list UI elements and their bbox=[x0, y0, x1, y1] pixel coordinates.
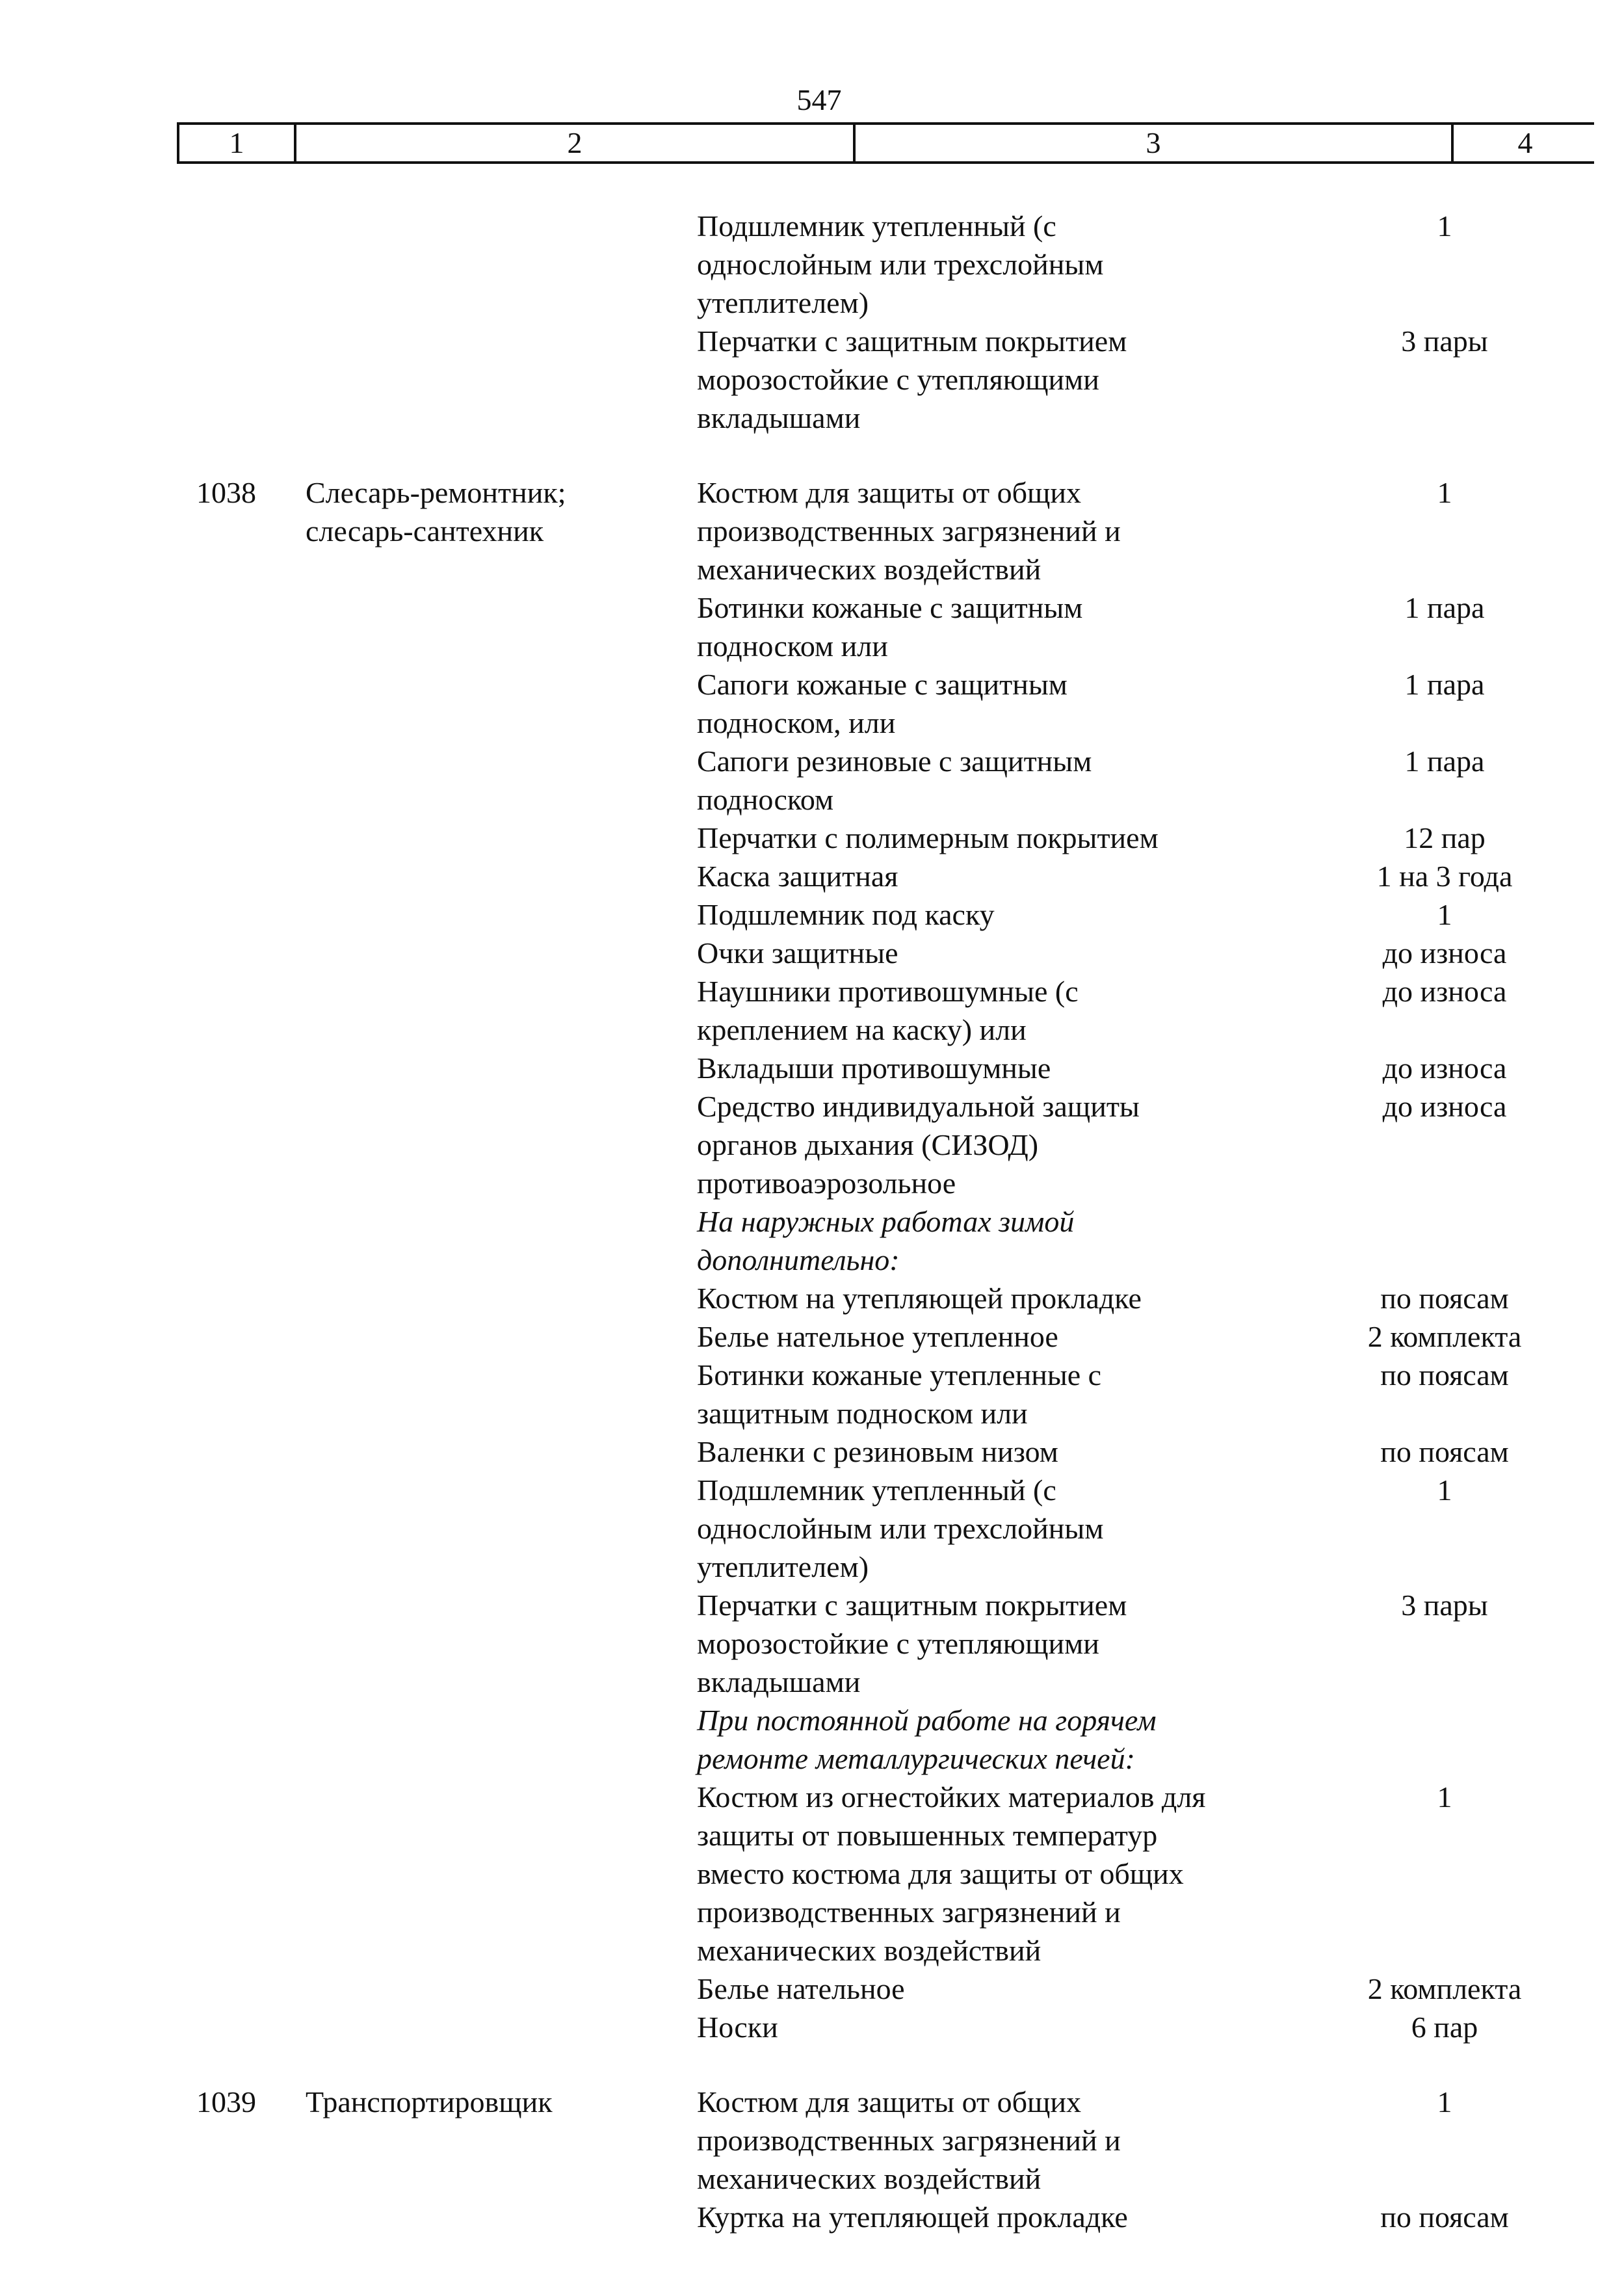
table-row bbox=[697, 1432, 1594, 1471]
table-row bbox=[697, 1778, 1594, 1970]
table-row bbox=[697, 207, 1594, 322]
table-row bbox=[697, 322, 1594, 437]
item-quantity: 1 пара bbox=[1404, 745, 1485, 778]
table-row bbox=[697, 1701, 1594, 1778]
item-name: Сапоги кожаные с защитным подноском, или bbox=[697, 668, 1067, 739]
entry-number: 1038 bbox=[196, 476, 256, 509]
page-number: 547 bbox=[796, 83, 842, 116]
item-name: Перчатки с защитным покрытием морозостойкие с утепляющими вкладышами bbox=[697, 1589, 1127, 1698]
item-quantity: 3 пары bbox=[1401, 324, 1488, 358]
column-header-1: 1 bbox=[179, 125, 296, 161]
item-name: Куртка на утепляющей прокладке bbox=[697, 2200, 1128, 2234]
item-quantity: 1 на 3 года bbox=[1376, 860, 1513, 893]
item-quantity: до износа bbox=[1382, 1051, 1507, 1085]
item-name: Костюм на утепляющей прокладке bbox=[697, 1282, 1142, 1315]
table-row bbox=[697, 1586, 1594, 1701]
item-name: Каска защитная bbox=[697, 860, 898, 893]
item-name: Подшлемник утепленный (с однослойным или трехслойным утеплителем) bbox=[697, 209, 1104, 319]
section-note: При постоянной работе на горячем ремонте металлургических печей: bbox=[697, 1704, 1157, 1775]
table-row bbox=[697, 1087, 1594, 1202]
table-entry bbox=[177, 2083, 1594, 2236]
table-row bbox=[697, 2008, 1594, 2046]
item-quantity: 12 пар bbox=[1404, 821, 1486, 854]
item-name: Ботинки кожаные утепленные с защитным подноском или bbox=[697, 1358, 1102, 1430]
column-header-row bbox=[177, 122, 1594, 164]
table-row bbox=[697, 2198, 1594, 2236]
table-row bbox=[697, 895, 1594, 934]
entry-profession: Транспортировщик bbox=[306, 2085, 553, 2118]
column-header-3: 3 bbox=[856, 125, 1454, 161]
section-note: На наружных работах зимой дополнительно: bbox=[697, 1205, 1075, 1276]
item-quantity: 6 пар bbox=[1411, 2011, 1478, 2044]
item-quantity: до износа bbox=[1382, 1090, 1507, 1123]
table-row bbox=[697, 742, 1594, 819]
item-name: Белье нательное bbox=[697, 1972, 905, 2005]
table-row bbox=[697, 1356, 1594, 1432]
item-quantity: 1 пара bbox=[1404, 668, 1485, 701]
item-name: Костюм из огнестойких материалов для защиты от повышенных температур вместо костюма для защиты от общих производственных загрязнений и механических воздействий bbox=[697, 1780, 1206, 1967]
item-quantity: по поясам bbox=[1380, 1282, 1509, 1315]
table-row bbox=[697, 2083, 1594, 2198]
table-row bbox=[697, 934, 1594, 972]
item-name: Наушники противошумные (с креплением на каску) или bbox=[697, 975, 1079, 1046]
table-row bbox=[697, 1279, 1594, 1317]
item-name: Костюм для защиты от общих производственных загрязнений и механических воздействий bbox=[697, 476, 1121, 586]
item-quantity: 1 bbox=[1437, 476, 1452, 509]
table-entry bbox=[177, 207, 1594, 437]
item-name: Очки защитные bbox=[697, 936, 898, 970]
item-quantity: до износа bbox=[1382, 936, 1507, 970]
item-quantity: по поясам bbox=[1380, 2200, 1509, 2234]
item-quantity: 3 пары bbox=[1401, 1589, 1488, 1622]
entry-items bbox=[697, 207, 1594, 437]
item-quantity: 1 bbox=[1437, 1780, 1452, 1814]
item-quantity: 1 bbox=[1437, 898, 1452, 931]
entry-number: 1039 bbox=[196, 2085, 256, 2118]
item-name: Белье нательное утепленное bbox=[697, 1320, 1058, 1353]
table-row bbox=[697, 857, 1594, 895]
item-quantity: 1 bbox=[1437, 209, 1452, 243]
table-row bbox=[697, 588, 1594, 665]
item-name: Вкладыши противошумные bbox=[697, 1051, 1051, 1085]
item-quantity: 2 комплекта bbox=[1367, 1972, 1522, 2005]
table-entry bbox=[177, 473, 1594, 2046]
item-name: Перчатки с защитным покрытием морозостойкие с утепляющими вкладышами bbox=[697, 324, 1127, 434]
entry-items bbox=[697, 2083, 1594, 2236]
item-name: Валенки с резиновым низом bbox=[697, 1435, 1058, 1468]
item-quantity: 1 bbox=[1437, 2085, 1452, 2118]
item-quantity: по поясам bbox=[1380, 1358, 1509, 1392]
entry-items bbox=[697, 473, 1594, 2046]
table-row bbox=[697, 1970, 1594, 2008]
table-row bbox=[697, 972, 1594, 1049]
item-name: Ботинки кожаные с защитным подноском или bbox=[697, 591, 1083, 663]
table-row bbox=[697, 1471, 1594, 1586]
column-header-4: 4 bbox=[1517, 126, 1533, 159]
item-quantity: по поясам bbox=[1380, 1435, 1509, 1468]
table-row bbox=[697, 1049, 1594, 1087]
item-quantity: 1 пара bbox=[1404, 591, 1485, 624]
table-row bbox=[697, 819, 1594, 857]
column-header-2: 2 bbox=[296, 125, 856, 161]
item-name: Костюм для защиты от общих производственных загрязнений и механических воздействий bbox=[697, 2085, 1121, 2195]
item-name: Перчатки с полимерным покрытием bbox=[697, 821, 1159, 854]
item-name: Подшлемник утепленный (с однослойным или трехслойным утеплителем) bbox=[697, 1473, 1104, 1583]
item-quantity: 1 bbox=[1437, 1473, 1452, 1507]
item-name: Подшлемник под каску bbox=[697, 898, 995, 931]
item-name: Сапоги резиновые с защитным подноском bbox=[697, 745, 1092, 816]
item-name: Средство индивидуальной защиты органов дыхания (СИЗОД) противоаэрозольное bbox=[697, 1090, 1140, 1200]
table-row bbox=[697, 1202, 1594, 1279]
table-body bbox=[177, 207, 1594, 2236]
entry-profession: Слесарь-ремонтник; слесарь-сантехник bbox=[306, 476, 566, 548]
item-name: Носки bbox=[697, 2011, 778, 2044]
item-quantity: 2 комплекта bbox=[1367, 1320, 1522, 1353]
table-row bbox=[697, 473, 1594, 588]
table-row bbox=[697, 665, 1594, 742]
item-quantity: до износа bbox=[1382, 975, 1507, 1008]
table-row bbox=[697, 1317, 1594, 1356]
